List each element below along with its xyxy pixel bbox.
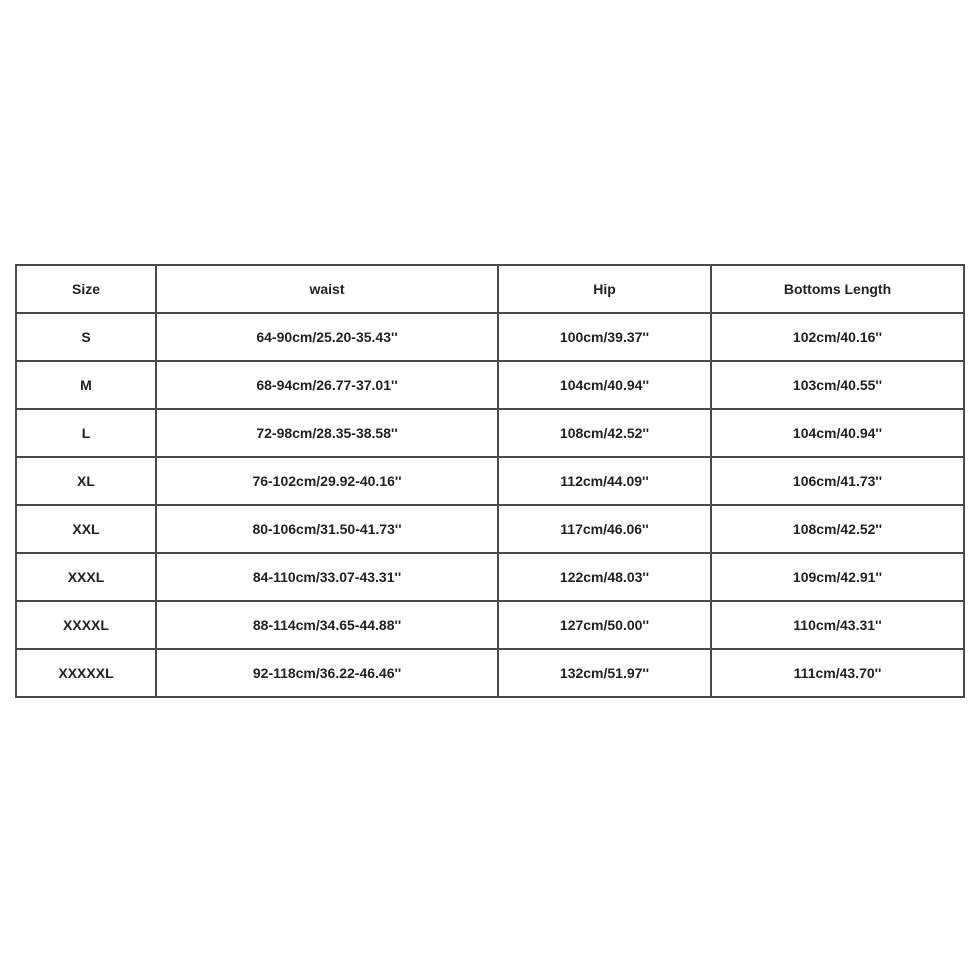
- table-row: [16, 409, 964, 457]
- cell-size: XXXL: [16, 553, 156, 601]
- cell-bottoms-length: 111cm/43.70'': [711, 649, 964, 697]
- header-bottoms-length: Bottoms Length: [711, 265, 964, 313]
- cell-waist: 88-114cm/34.65-44.88'': [156, 601, 498, 649]
- cell-hip: 104cm/40.94'': [498, 361, 711, 409]
- cell-hip: 100cm/39.37'': [498, 313, 711, 361]
- header-size: Size: [16, 265, 156, 313]
- cell-size: XXXXL: [16, 601, 156, 649]
- cell-hip: 132cm/51.97'': [498, 649, 711, 697]
- table-row: [16, 457, 964, 505]
- cell-hip: 112cm/44.09'': [498, 457, 711, 505]
- cell-waist: 84-110cm/33.07-43.31'': [156, 553, 498, 601]
- cell-waist: 64-90cm/25.20-35.43'': [156, 313, 498, 361]
- cell-bottoms-length: 108cm/42.52'': [711, 505, 964, 553]
- cell-hip: 117cm/46.06'': [498, 505, 711, 553]
- table-header-row: [16, 265, 964, 313]
- cell-waist: 92-118cm/36.22-46.46'': [156, 649, 498, 697]
- cell-size: L: [16, 409, 156, 457]
- header-hip: Hip: [498, 265, 711, 313]
- cell-hip: 127cm/50.00'': [498, 601, 711, 649]
- cell-size: XL: [16, 457, 156, 505]
- cell-waist: 80-106cm/31.50-41.73'': [156, 505, 498, 553]
- table-row: [16, 505, 964, 553]
- cell-size: XXL: [16, 505, 156, 553]
- cell-hip: 108cm/42.52'': [498, 409, 711, 457]
- cell-bottoms-length: 104cm/40.94'': [711, 409, 964, 457]
- cell-bottoms-length: 102cm/40.16'': [711, 313, 964, 361]
- table-row: [16, 553, 964, 601]
- cell-waist: 76-102cm/29.92-40.16'': [156, 457, 498, 505]
- table-row: [16, 649, 964, 697]
- cell-bottoms-length: 110cm/43.31'': [711, 601, 964, 649]
- cell-bottoms-length: 109cm/42.91'': [711, 553, 964, 601]
- header-waist: waist: [156, 265, 498, 313]
- size-chart-table: [15, 264, 965, 698]
- cell-size: S: [16, 313, 156, 361]
- cell-bottoms-length: 106cm/41.73'': [711, 457, 964, 505]
- cell-waist: 72-98cm/28.35-38.58'': [156, 409, 498, 457]
- table-row: [16, 601, 964, 649]
- cell-size: M: [16, 361, 156, 409]
- table-row: [16, 313, 964, 361]
- cell-bottoms-length: 103cm/40.55'': [711, 361, 964, 409]
- table-row: [16, 361, 964, 409]
- cell-size: XXXXXL: [16, 649, 156, 697]
- cell-waist: 68-94cm/26.77-37.01'': [156, 361, 498, 409]
- cell-hip: 122cm/48.03'': [498, 553, 711, 601]
